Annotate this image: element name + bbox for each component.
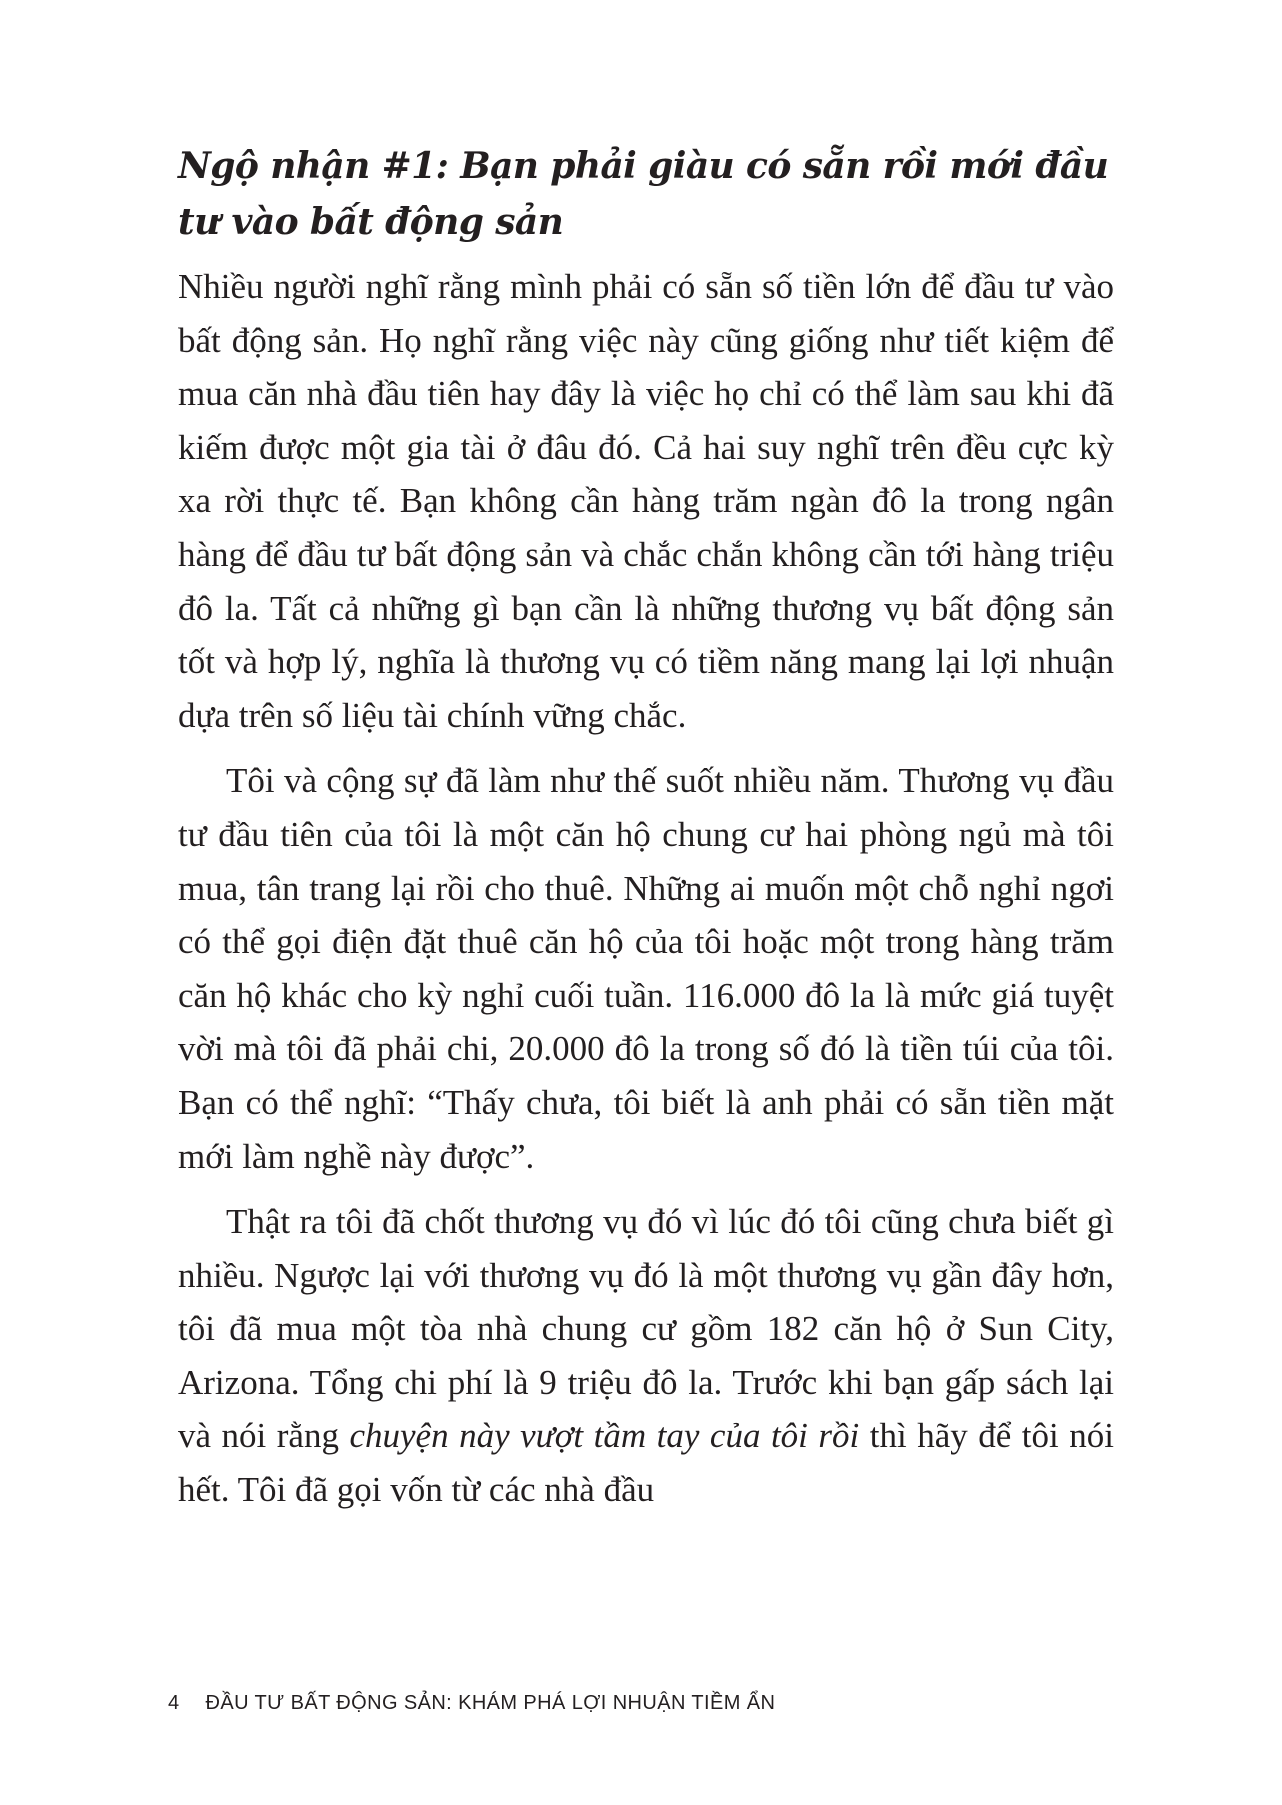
paragraph-3-start: Thật ra tôi đã chốt thương vụ đó vì lúc đó tôi cũng chưa biết gì nhiều. Ngược lại với thương vụ đó là một thương vụ gần đây hơn, tôi đã mua một tòa nhà chung cư gồm 182 căn hộ ở Sun City, Arizona. Tổng chi phí là 9 triệu đô la. Trước khi bạn gấp sách lại và nói rằng (178, 1202, 1114, 1456)
page-footer (168, 1692, 775, 1715)
paragraph-2: Tôi và cộng sự đã làm như thế suốt nhiều năm. Thương vụ đầu tư đầu tiên của tôi là một căn hộ chung cư hai phòng ngủ mà tôi mua, tân trang lại rồi cho thuê. Những ai muốn một chỗ nghỉ ngơi có thể gọi điện đặt thuê căn hộ của tôi hoặc một trong hàng trăm căn hộ khác cho kỳ nghỉ cuối tuần. 116.000 đô la là mức giá tuyệt vời mà tôi đã phải chi, 20.000 đô la trong số đó là tiền túi của tôi. Bạn có thể nghĩ: “Thấy chưa, tôi biết là anh phải có sẵn tiền mặt mới làm nghề này được”. (178, 761, 1114, 1176)
paragraph-3-end: thì hãy để tôi nói hết. Tôi đã gọi vốn từ các nhà đầu (178, 1416, 1114, 1510)
page-number: 4 (168, 1692, 180, 1714)
running-title: ĐẦU TƯ BẤT ĐỘNG SẢN: KHÁM PHÁ LỢI NHUẬN TIỀM ẨN (205, 1692, 776, 1714)
paragraph-3-italic: chuyện này vượt tầm tay của tôi rồi (349, 1416, 860, 1456)
paragraph-1: Nhiều người nghĩ rằng mình phải có sẵn số tiền lớn để đầu tư vào bất động sản. Họ nghĩ rằng việc này cũng giống như tiết kiệm để mua căn nhà đầu tiên hay đây là việc họ chỉ có thể làm sau khi đã kiếm được một gia tài ở đâu đó. Cả hai suy nghĩ trên đều cực kỳ xa rời thực tế. Bạn không cần hàng trăm ngàn đô la trong ngân hàng để đầu tư bất động sản và chắc chắn không cần tới hàng triệu đô la. Tất cả những gì bạn cần là những thương vụ bất động sản tốt và hợp lý, nghĩa là thương vụ có tiềm năng mang lại lợi nhuận dựa trên số liệu tài chính vững chắc. (178, 267, 1114, 735)
body-text (178, 260, 1114, 1529)
paragraph-3 (178, 1195, 1114, 1517)
section-heading: Ngộ nhận #1: Bạn phải giàu có sẵn rồi mới đầu tư vào bất động sản (178, 145, 1109, 243)
